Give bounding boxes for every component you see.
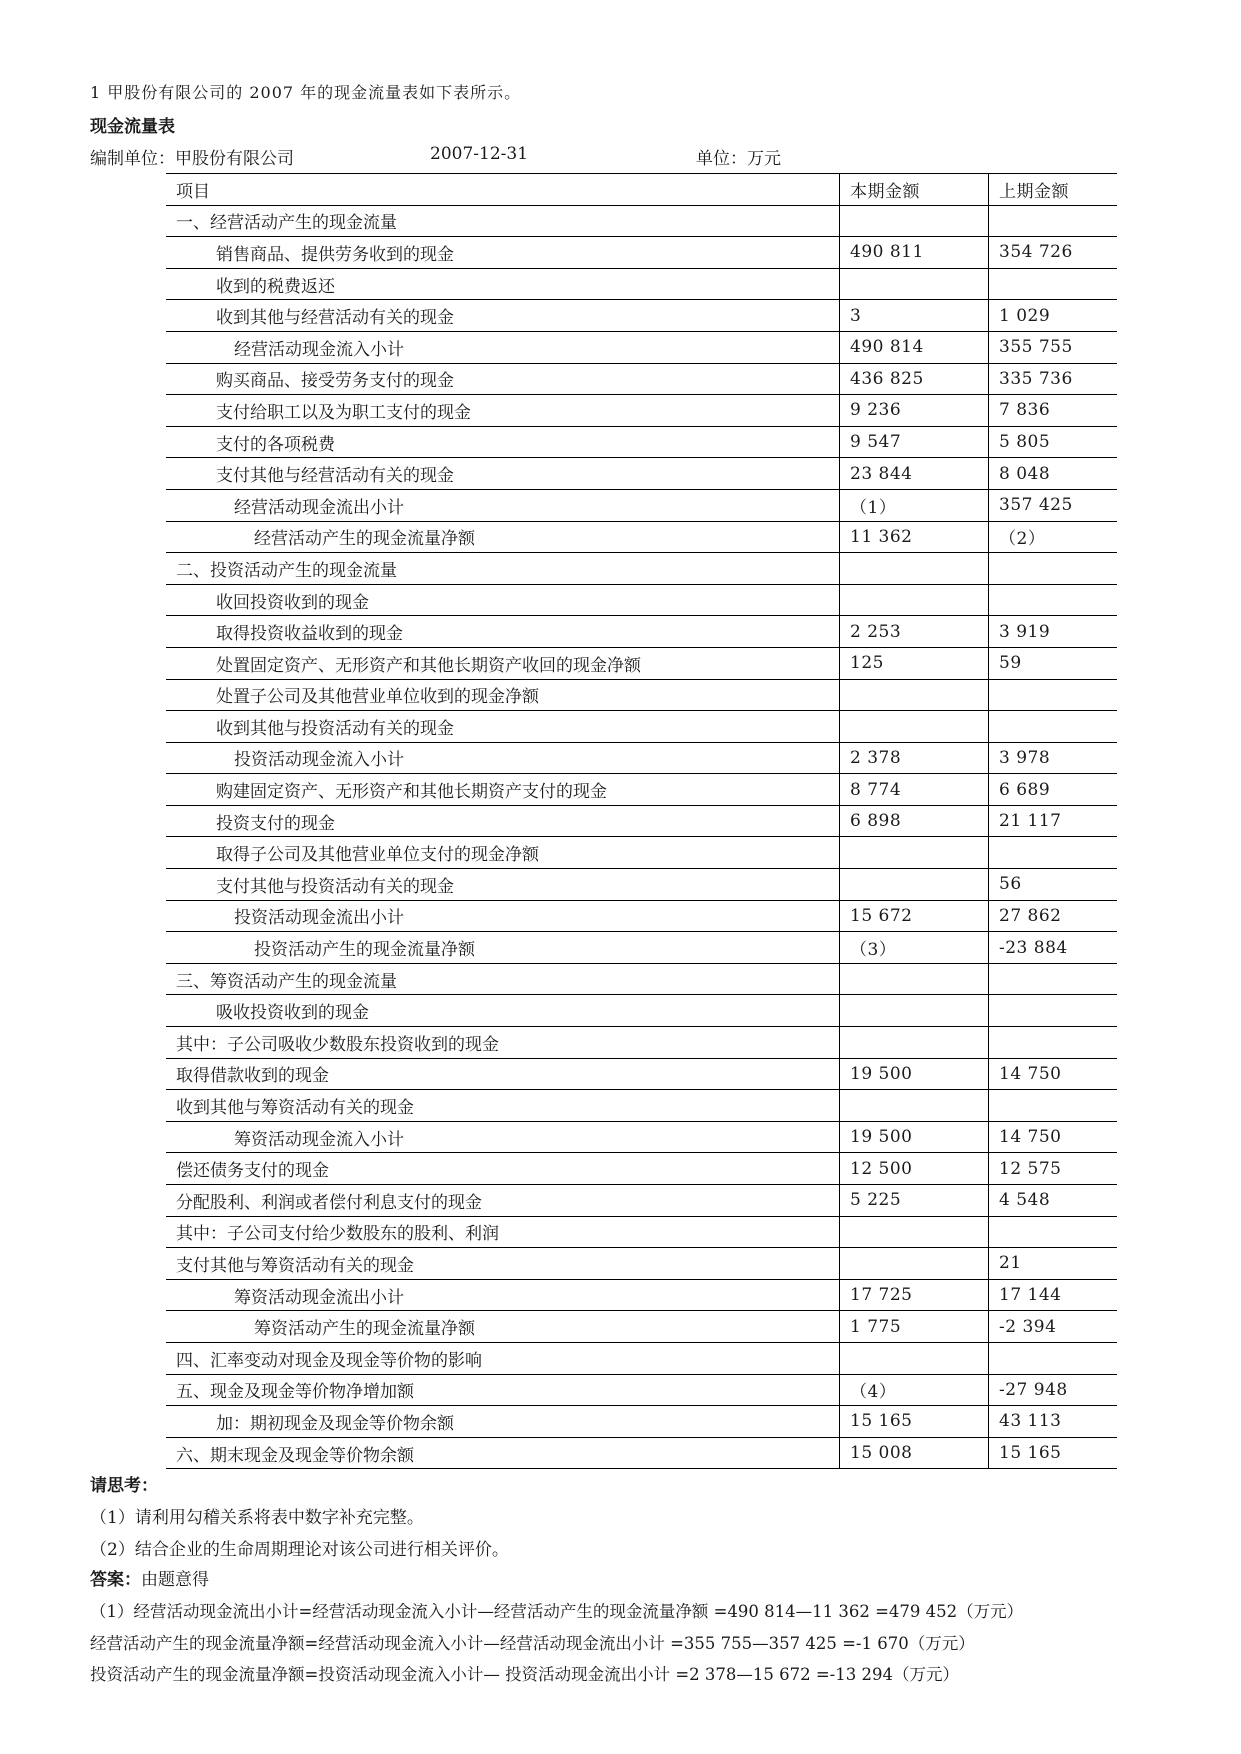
row-current-amount bbox=[840, 963, 989, 995]
row-prior-amount: 357 425 bbox=[989, 489, 1118, 521]
table-row bbox=[166, 679, 1117, 711]
row-item-label: 收到其他与投资活动有关的现金 bbox=[166, 711, 840, 743]
row-prior-amount bbox=[989, 1027, 1118, 1059]
table-row bbox=[166, 1058, 1117, 1090]
row-prior-amount: 27 862 bbox=[989, 900, 1118, 932]
row-prior-amount bbox=[989, 963, 1118, 995]
row-prior-amount: 15 165 bbox=[989, 1437, 1118, 1469]
row-prior-amount: -2 394 bbox=[989, 1311, 1118, 1343]
row-item-label: 支付给职工以及为职工支付的现金 bbox=[166, 395, 840, 427]
table-row bbox=[166, 268, 1117, 300]
row-current-amount bbox=[840, 1248, 989, 1280]
document-title: 现金流量表 bbox=[90, 117, 175, 137]
row-item-label: 其中：子公司支付给少数股东的股利、利润 bbox=[166, 1216, 840, 1248]
table-row bbox=[166, 521, 1117, 553]
row-current-amount: 8 774 bbox=[840, 774, 989, 806]
table-row bbox=[166, 837, 1117, 869]
table-row bbox=[166, 1311, 1117, 1343]
table-row bbox=[166, 805, 1117, 837]
row-current-amount: （1） bbox=[840, 489, 989, 521]
row-item-label: 投资支付的现金 bbox=[166, 805, 840, 837]
row-current-amount: 15 672 bbox=[840, 900, 989, 932]
row-item-label: 筹资活动现金流入小计 bbox=[166, 1121, 840, 1153]
row-prior-amount bbox=[989, 1342, 1118, 1374]
row-item-label: 取得投资收益收到的现金 bbox=[166, 616, 840, 648]
row-current-amount bbox=[840, 679, 989, 711]
row-item-label: 其中：子公司吸收少数股东投资收到的现金 bbox=[166, 1027, 840, 1059]
row-current-amount: 15 165 bbox=[840, 1406, 989, 1438]
row-current-amount: （3） bbox=[840, 932, 989, 964]
row-item-label: 支付其他与筹资活动有关的现金 bbox=[166, 1248, 840, 1280]
row-prior-amount bbox=[989, 553, 1118, 585]
table-row bbox=[166, 363, 1117, 395]
table-row bbox=[166, 869, 1117, 901]
table-row bbox=[166, 1406, 1117, 1438]
table-row bbox=[166, 1248, 1117, 1280]
table-row bbox=[166, 237, 1117, 269]
row-item-label: 支付其他与投资活动有关的现金 bbox=[166, 869, 840, 901]
row-item-label: 取得子公司及其他营业单位支付的现金净额 bbox=[166, 837, 840, 869]
row-current-amount: 490 814 bbox=[840, 331, 989, 363]
row-current-amount bbox=[840, 584, 989, 616]
currency-unit: 单位：万元 bbox=[696, 149, 781, 169]
answer-heading bbox=[90, 1565, 209, 1590]
row-item-label: 销售商品、提供劳务收到的现金 bbox=[166, 237, 840, 269]
row-prior-amount: 3 978 bbox=[989, 742, 1118, 774]
row-prior-amount: 21 bbox=[989, 1248, 1118, 1280]
row-prior-amount bbox=[989, 205, 1118, 237]
table-row bbox=[166, 1216, 1117, 1248]
table-row bbox=[166, 1342, 1117, 1374]
answer-line-3: 投资活动产生的现金流量净额=投资活动现金流入小计— 投资活动现金流出小计 =2 378—15 672 =-13 294（万元） bbox=[90, 1665, 959, 1684]
row-prior-amount: 354 726 bbox=[989, 237, 1118, 269]
row-current-amount bbox=[840, 1027, 989, 1059]
row-item-label: 分配股利、利润或者偿付利息支付的现金 bbox=[166, 1185, 840, 1217]
table-row bbox=[166, 1090, 1117, 1122]
table-row bbox=[166, 489, 1117, 521]
reporting-entity: 编制单位：甲股份有限公司 bbox=[90, 149, 294, 169]
row-current-amount: 3 bbox=[840, 300, 989, 332]
row-item-label: 六、期末现金及现金等价物余额 bbox=[166, 1437, 840, 1469]
header-current-period: 本期金额 bbox=[840, 174, 989, 206]
row-prior-amount: -23 884 bbox=[989, 932, 1118, 964]
row-current-amount: 1 775 bbox=[840, 1311, 989, 1343]
table-row bbox=[166, 395, 1117, 427]
row-prior-amount bbox=[989, 995, 1118, 1027]
row-item-label: 收回投资收到的现金 bbox=[166, 584, 840, 616]
table-row bbox=[166, 553, 1117, 585]
table-row bbox=[166, 1153, 1117, 1185]
table-row bbox=[166, 900, 1117, 932]
row-prior-amount: 6 689 bbox=[989, 774, 1118, 806]
row-prior-amount bbox=[989, 679, 1118, 711]
table-row bbox=[166, 458, 1117, 490]
table-row bbox=[166, 616, 1117, 648]
row-prior-amount: 12 575 bbox=[989, 1153, 1118, 1185]
row-item-label: 加：期初现金及现金等价物余额 bbox=[166, 1406, 840, 1438]
header-prior-period: 上期金额 bbox=[989, 174, 1118, 206]
table-row bbox=[166, 584, 1117, 616]
row-prior-amount: 14 750 bbox=[989, 1121, 1118, 1153]
row-prior-amount: 56 bbox=[989, 869, 1118, 901]
row-current-amount: （4） bbox=[840, 1374, 989, 1406]
row-item-label: 经营活动现金流出小计 bbox=[166, 489, 840, 521]
row-item-label: 收到其他与经营活动有关的现金 bbox=[166, 300, 840, 332]
table-body bbox=[166, 205, 1117, 1469]
intro-text: 1 甲股份有限公司的 2007 年的现金流量表如下表所示。 bbox=[90, 83, 522, 102]
row-item-label: 购建固定资产、无形资产和其他长期资产支付的现金 bbox=[166, 774, 840, 806]
table-row bbox=[166, 995, 1117, 1027]
questions-title: 请思考： bbox=[90, 1476, 158, 1496]
row-item-label: 五、现金及现金等价物净增加额 bbox=[166, 1374, 840, 1406]
row-item-label: 一、经营活动产生的现金流量 bbox=[166, 205, 840, 237]
row-prior-amount: 355 755 bbox=[989, 331, 1118, 363]
question-2: （2）结合企业的生命周期理论对该公司进行相关评价。 bbox=[90, 1540, 509, 1560]
row-item-label: 三、筹资活动产生的现金流量 bbox=[166, 963, 840, 995]
row-item-label: 支付的各项税费 bbox=[166, 426, 840, 458]
row-prior-amount bbox=[989, 1216, 1118, 1248]
row-prior-amount: 1 029 bbox=[989, 300, 1118, 332]
row-current-amount: 436 825 bbox=[840, 363, 989, 395]
row-prior-amount bbox=[989, 584, 1118, 616]
table-row bbox=[166, 742, 1117, 774]
table-row bbox=[166, 205, 1117, 237]
row-prior-amount: 43 113 bbox=[989, 1406, 1118, 1438]
table-row bbox=[166, 932, 1117, 964]
row-current-amount bbox=[840, 995, 989, 1027]
answer-lead: 由题意得 bbox=[141, 1570, 209, 1590]
row-item-label: 收到其他与筹资活动有关的现金 bbox=[166, 1090, 840, 1122]
row-item-label: 取得借款收到的现金 bbox=[166, 1058, 840, 1090]
table-row bbox=[166, 1121, 1117, 1153]
row-current-amount: 490 811 bbox=[840, 237, 989, 269]
row-current-amount bbox=[840, 1342, 989, 1374]
row-current-amount: 6 898 bbox=[840, 805, 989, 837]
table-row bbox=[166, 1374, 1117, 1406]
table-row bbox=[166, 1027, 1117, 1059]
table-row bbox=[166, 426, 1117, 458]
row-prior-amount: 17 144 bbox=[989, 1279, 1118, 1311]
table-row bbox=[166, 300, 1117, 332]
row-item-label: 购买商品、接受劳务支付的现金 bbox=[166, 363, 840, 395]
row-item-label: 偿还债务支付的现金 bbox=[166, 1153, 840, 1185]
row-prior-amount: -27 948 bbox=[989, 1374, 1118, 1406]
row-item-label: 投资活动现金流入小计 bbox=[166, 742, 840, 774]
row-prior-amount: 8 048 bbox=[989, 458, 1118, 490]
row-current-amount: 19 500 bbox=[840, 1058, 989, 1090]
row-current-amount bbox=[840, 553, 989, 585]
question-1: （1）请利用勾稽关系将表中数字补充完整。 bbox=[90, 1508, 424, 1528]
row-current-amount: 11 362 bbox=[840, 521, 989, 553]
row-prior-amount: 5 805 bbox=[989, 426, 1118, 458]
row-item-label: 筹资活动产生的现金流量净额 bbox=[166, 1311, 840, 1343]
answer-line-1: （1）经营活动现金流出小计=经营活动现金流入小计—经营活动产生的现金流量净额 =490 814—11 362 =479 452（万元） bbox=[90, 1602, 1024, 1621]
report-date: 2007-12-31 bbox=[430, 144, 529, 164]
row-current-amount bbox=[840, 205, 989, 237]
table-row bbox=[166, 1437, 1117, 1469]
row-item-label: 经营活动现金流入小计 bbox=[166, 331, 840, 363]
row-item-label: 筹资活动现金流出小计 bbox=[166, 1279, 840, 1311]
row-prior-amount bbox=[989, 837, 1118, 869]
row-current-amount: 17 725 bbox=[840, 1279, 989, 1311]
row-current-amount: 19 500 bbox=[840, 1121, 989, 1153]
row-item-label: 经营活动产生的现金流量净额 bbox=[166, 521, 840, 553]
table-row bbox=[166, 711, 1117, 743]
table-row bbox=[166, 1279, 1117, 1311]
row-current-amount: 2 253 bbox=[840, 616, 989, 648]
row-current-amount bbox=[840, 268, 989, 300]
row-current-amount: 23 844 bbox=[840, 458, 989, 490]
row-item-label: 收到的税费返还 bbox=[166, 268, 840, 300]
row-current-amount bbox=[840, 711, 989, 743]
row-current-amount: 9 236 bbox=[840, 395, 989, 427]
row-item-label: 投资活动产生的现金流量净额 bbox=[166, 932, 840, 964]
row-current-amount bbox=[840, 1090, 989, 1122]
table-row bbox=[166, 647, 1117, 679]
row-prior-amount: 335 736 bbox=[989, 363, 1118, 395]
row-current-amount: 5 225 bbox=[840, 1185, 989, 1217]
row-prior-amount: 3 919 bbox=[989, 616, 1118, 648]
cash-flow-table bbox=[166, 173, 1117, 1469]
row-current-amount: 125 bbox=[840, 647, 989, 679]
table-row bbox=[166, 331, 1117, 363]
row-item-label: 四、汇率变动对现金及现金等价物的影响 bbox=[166, 1342, 840, 1374]
row-prior-amount: 7 836 bbox=[989, 395, 1118, 427]
row-current-amount bbox=[840, 1216, 989, 1248]
row-prior-amount bbox=[989, 268, 1118, 300]
row-current-amount bbox=[840, 869, 989, 901]
row-prior-amount: 4 548 bbox=[989, 1185, 1118, 1217]
table-row bbox=[166, 774, 1117, 806]
row-item-label: 处置子公司及其他营业单位收到的现金净额 bbox=[166, 679, 840, 711]
row-prior-amount bbox=[989, 1090, 1118, 1122]
header-item: 项目 bbox=[166, 174, 840, 206]
row-prior-amount: （2） bbox=[989, 521, 1118, 553]
answer-line-2: 经营活动产生的现金流量净额=经营活动现金流入小计—经营活动现金流出小计 =355 755—357 425 =-1 670（万元） bbox=[90, 1634, 975, 1653]
row-prior-amount: 21 117 bbox=[989, 805, 1118, 837]
row-item-label: 支付其他与经营活动有关的现金 bbox=[166, 458, 840, 490]
row-current-amount: 12 500 bbox=[840, 1153, 989, 1185]
answer-label: 答案： bbox=[90, 1570, 141, 1590]
table-row bbox=[166, 1185, 1117, 1217]
table-header-row bbox=[166, 174, 1117, 206]
row-item-label: 二、投资活动产生的现金流量 bbox=[166, 553, 840, 585]
row-item-label: 处置固定资产、无形资产和其他长期资产收回的现金净额 bbox=[166, 647, 840, 679]
row-current-amount: 15 008 bbox=[840, 1437, 989, 1469]
table-row bbox=[166, 963, 1117, 995]
row-current-amount: 2 378 bbox=[840, 742, 989, 774]
row-item-label: 吸收投资收到的现金 bbox=[166, 995, 840, 1027]
row-current-amount bbox=[840, 837, 989, 869]
row-prior-amount bbox=[989, 711, 1118, 743]
row-item-label: 投资活动现金流出小计 bbox=[166, 900, 840, 932]
row-current-amount: 9 547 bbox=[840, 426, 989, 458]
row-prior-amount: 59 bbox=[989, 647, 1118, 679]
row-prior-amount: 14 750 bbox=[989, 1058, 1118, 1090]
